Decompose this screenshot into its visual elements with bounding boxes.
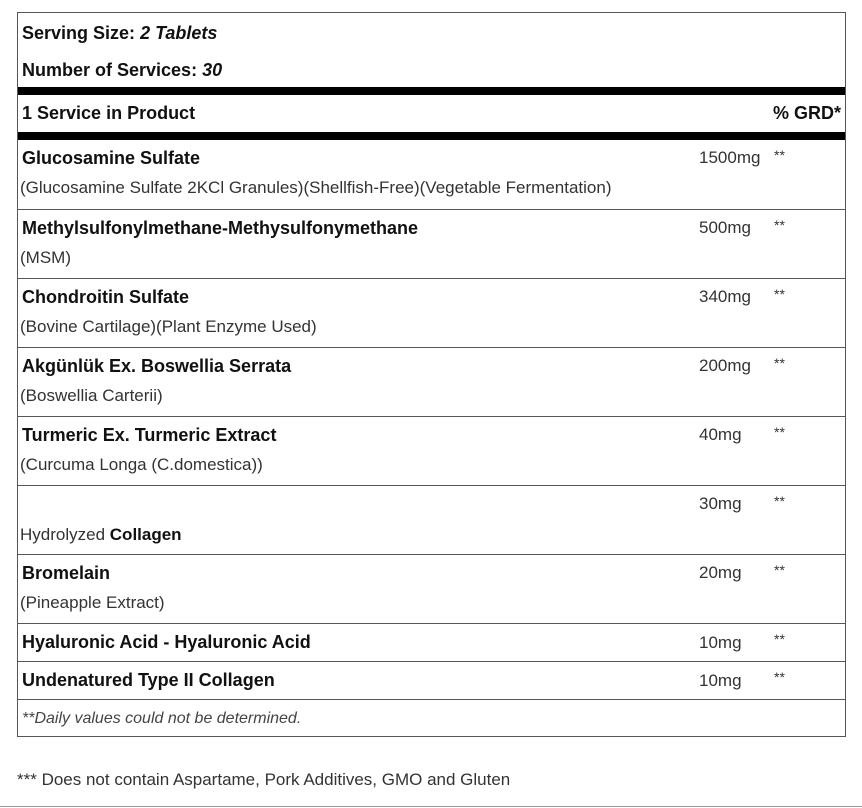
table-row <box>18 140 845 209</box>
ingredient-name-prefix: Hydrolyzed <box>20 525 106 544</box>
ingredient-grd: ** <box>774 355 785 371</box>
ingredient-name-bold: Collagen <box>109 525 182 544</box>
ingredient-grd: ** <box>774 493 785 509</box>
table-row <box>18 416 845 485</box>
ingredient-detail: (Bovine Cartilage)(Plant Enzyme Used) <box>20 317 317 336</box>
ingredient-name: Turmeric Ex. Turmeric Extract <box>22 425 277 445</box>
bottom-divider <box>0 806 862 807</box>
ingredient-amount: 1500mg <box>699 148 761 167</box>
table-row <box>18 661 845 699</box>
ingredient-name: Akgünlük Ex. Boswellia Serrata <box>22 356 292 376</box>
ingredient-detail: (Curcuma Longa (C.domestica)) <box>20 455 263 474</box>
services-value: 30 <box>202 60 223 80</box>
ingredient-name: Chondroitin Sulfate <box>22 287 189 307</box>
ingredient-amount: 340mg <box>699 287 751 306</box>
column-header <box>18 95 845 132</box>
ingredient-amount: 20mg <box>699 563 742 582</box>
ingredient-name: Undenatured Type II Collagen <box>22 670 275 690</box>
ingredient-grd: ** <box>774 669 785 685</box>
ingredient-grd: ** <box>774 562 785 578</box>
serving-size-line <box>18 13 845 50</box>
thick-divider <box>18 87 845 95</box>
ingredient-amount: 40mg <box>699 425 742 444</box>
daily-values-footnote: **Daily values could not be determined. <box>18 699 845 736</box>
ingredient-grd: ** <box>774 217 785 233</box>
serving-size-label: Serving Size: <box>22 23 136 43</box>
column-header-grd: % GRD* <box>772 103 841 123</box>
thick-divider <box>18 132 845 140</box>
ingredient-name: Methylsulfonylmethane-Methysulfonymethane <box>22 218 419 238</box>
ingredient-grd: ** <box>774 147 785 163</box>
table-row <box>18 554 845 623</box>
ingredient-detail: (Glucosamine Sulfate 2KCl Granules)(Shellfish-Free)(Vegetable Fermentation) <box>20 178 612 197</box>
ingredient-amount: 30mg <box>699 494 742 513</box>
serving-size-value: 2 Tablets <box>140 23 218 43</box>
ingredient-amount: 200mg <box>699 356 751 375</box>
column-header-product: 1 Service in Product <box>22 103 196 123</box>
ingredient-name: Bromelain <box>22 563 111 583</box>
allergen-note: *** Does not contain Aspartame, Pork Additives, GMO and Gluten <box>17 770 511 789</box>
table-row <box>18 209 845 278</box>
ingredient-name: Hyaluronic Acid - Hyaluronic Acid <box>22 632 311 652</box>
ingredient-amount: 10mg <box>699 633 742 652</box>
table-row <box>18 347 845 416</box>
ingredient-grd: ** <box>774 424 785 440</box>
table-row <box>18 485 845 554</box>
ingredient-grd: ** <box>774 631 785 647</box>
ingredient-name <box>20 525 182 545</box>
table-row <box>18 623 845 661</box>
ingredient-detail: (Pineapple Extract) <box>20 593 165 612</box>
table-row <box>18 278 845 347</box>
ingredient-amount: 10mg <box>699 671 742 690</box>
ingredient-name: Glucosamine Sulfate <box>22 148 201 168</box>
services-label: Number of Services: <box>22 60 198 80</box>
ingredient-detail: (MSM) <box>20 248 71 267</box>
number-of-services-line <box>18 50 845 87</box>
ingredient-amount: 500mg <box>699 218 751 237</box>
supplement-facts-panel <box>17 12 846 737</box>
ingredient-detail: (Boswellia Carterii) <box>20 386 163 405</box>
ingredient-grd: ** <box>774 286 785 302</box>
